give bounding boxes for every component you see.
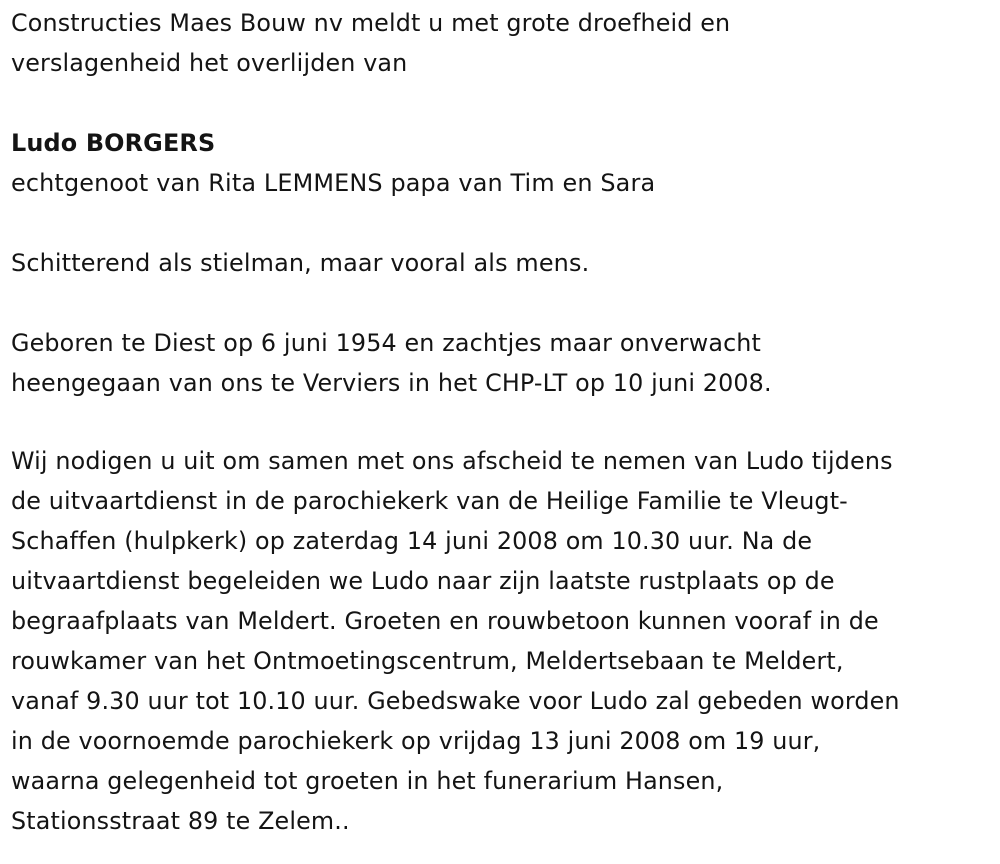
invitation-paragraph xyxy=(11,441,1000,841)
invitation-line: vanaf 9.30 uur tot 10.10 uur. Gebedswake voor Ludo zal gebeden worden xyxy=(11,687,900,715)
invitation-line: in de voornoemde parochiekerk op vrijdag 13 juni 2008 om 19 uur, xyxy=(11,727,821,755)
invitation-line: Schaffen (hulpkerk) op zaterdag 14 juni 2008 om 10.30 uur. Na de xyxy=(11,527,813,555)
invitation-line: Stationsstraat 89 te Zelem.. xyxy=(11,807,350,835)
tribute-line: Schitterend als stielman, maar vooral als mens. xyxy=(11,249,590,277)
invitation-line: waarna gelegenheid tot groeten in het funerarium Hansen, xyxy=(11,767,724,795)
deceased-relations: echtgenoot van Rita LEMMENS papa van Tim en Sara xyxy=(11,169,656,197)
invitation-line: Wij nodigen u uit om samen met ons afscheid te nemen van Ludo tijdens xyxy=(11,447,893,475)
invitation-line: de uitvaartdienst in de parochiekerk van de Heilige Familie te Vleugt- xyxy=(11,487,848,515)
intro-paragraph xyxy=(11,3,1000,83)
birth-death-paragraph xyxy=(11,323,1000,403)
birth-death-line-1: Geboren te Diest op 6 juni 1954 en zachtjes maar onverwacht xyxy=(11,329,762,357)
intro-line-1: Constructies Maes Bouw nv meldt u met grote droefheid en xyxy=(11,9,731,37)
intro-line-2: verslagenheid het overlijden van xyxy=(11,49,408,77)
birth-death-line-2: heengegaan van ons te Verviers in het CHP-LT op 10 juni 2008. xyxy=(11,369,772,397)
deceased-name: Ludo BORGERS xyxy=(11,129,216,157)
invitation-line: uitvaartdienst begeleiden we Ludo naar zijn laatste rustplaats op de xyxy=(11,567,835,595)
invitation-line: begraafplaats van Meldert. Groeten en rouwbetoon kunnen vooraf in de xyxy=(11,607,879,635)
invitation-line: rouwkamer van het Ontmoetingscentrum, Meldertsebaan te Meldert, xyxy=(11,647,844,675)
